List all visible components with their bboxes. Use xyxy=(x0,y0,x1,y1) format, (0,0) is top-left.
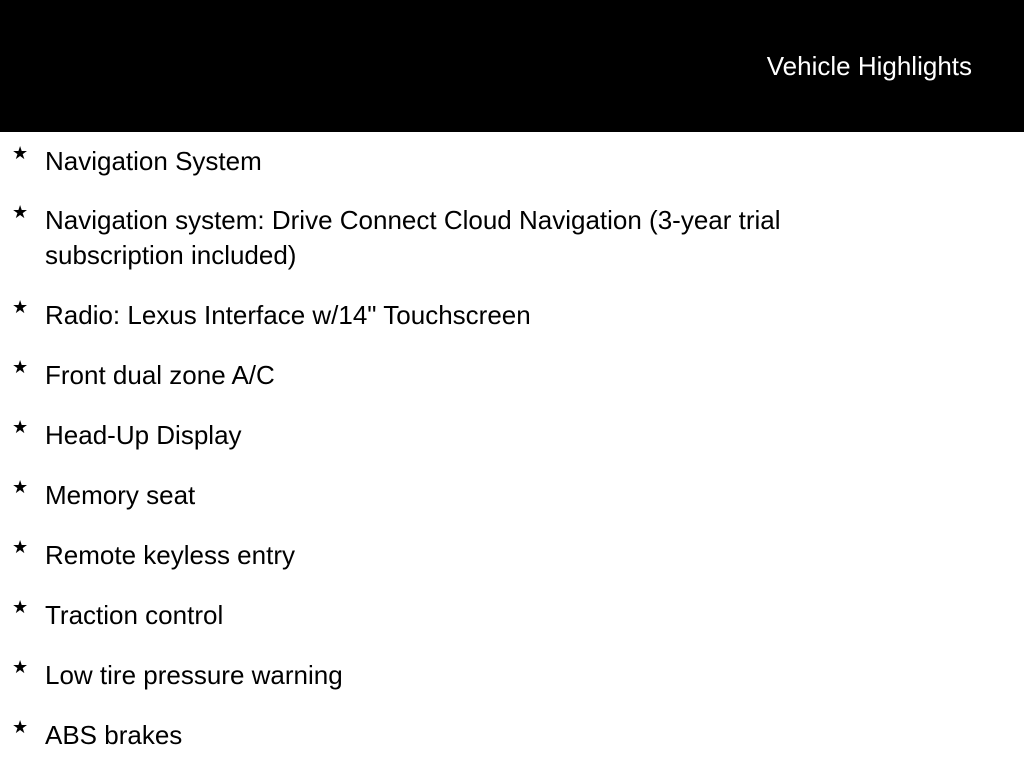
list-item-label: Remote keyless entry xyxy=(45,540,295,570)
list-item-label: Head-Up Display xyxy=(45,420,242,450)
star-icon: ★ xyxy=(12,417,29,438)
page-header xyxy=(0,0,1024,132)
list-item-label: Navigation System xyxy=(45,146,262,176)
star-icon: ★ xyxy=(12,202,29,223)
list-item-label: Radio: Lexus Interface w/14" Touchscreen xyxy=(45,300,531,330)
star-icon: ★ xyxy=(12,597,29,618)
star-icon: ★ xyxy=(12,143,29,164)
star-icon: ★ xyxy=(12,717,29,738)
list-item-label: Navigation system: Drive Connect Cloud Navigation (3-year trial subscription included) xyxy=(45,205,781,270)
star-icon: ★ xyxy=(12,657,29,678)
star-icon: ★ xyxy=(12,357,29,378)
star-icon: ★ xyxy=(12,477,29,498)
page-title: Vehicle Highlights xyxy=(766,51,972,81)
list-item-label: Memory seat xyxy=(45,480,196,510)
list-item-label: Traction control xyxy=(45,600,224,630)
star-icon: ★ xyxy=(12,537,29,558)
list-item-label: ABS brakes xyxy=(45,720,183,750)
list-item-label: Front dual zone A/C xyxy=(45,360,275,390)
list-item-label: Low tire pressure warning xyxy=(45,660,343,690)
star-icon: ★ xyxy=(12,297,29,318)
